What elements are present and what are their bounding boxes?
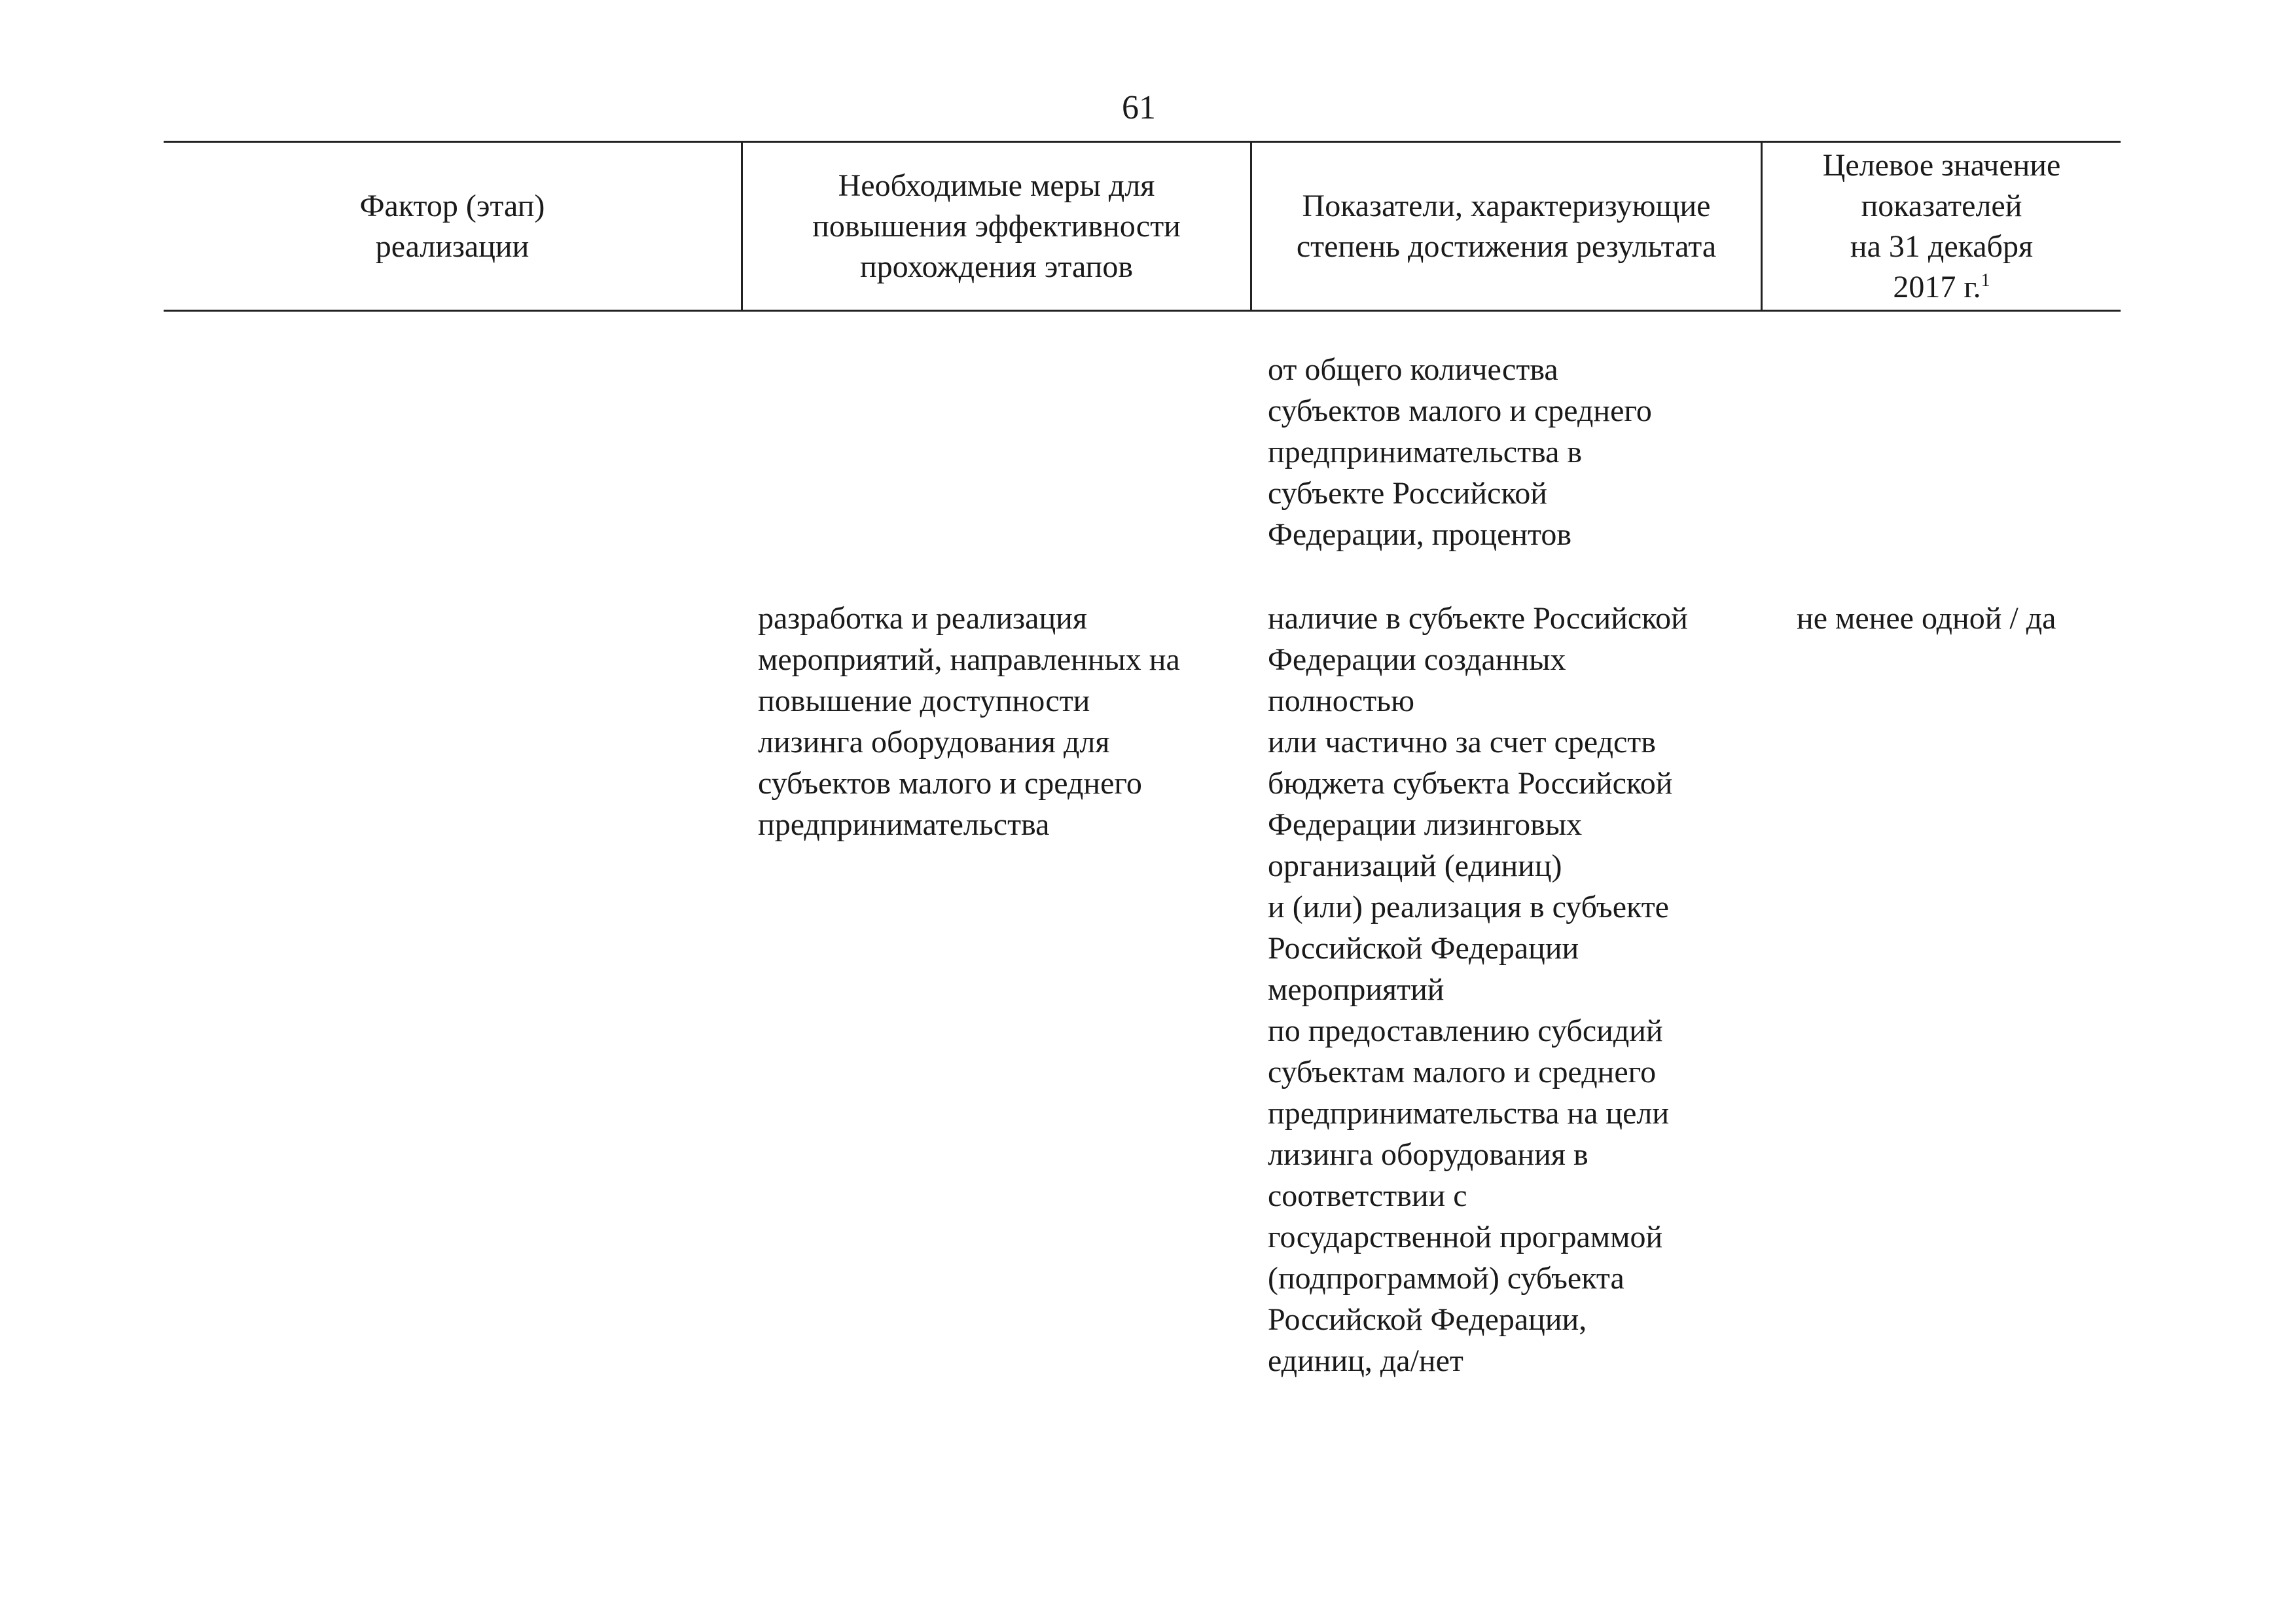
header-indicators-label: Показатели, характеризующие степень достижения результата: [1296, 188, 1717, 264]
measures-table: [164, 141, 2121, 312]
header-target-label: [1823, 145, 2061, 308]
footnote-mark: 1: [1981, 270, 1990, 291]
header-indicators: [1250, 143, 1761, 310]
header-target-text: Целевое значение показателей на 31 декабря 2017 г.: [1822, 147, 2061, 304]
page-number: 61: [1122, 89, 1156, 126]
row-indicator-cell: наличие в субъекте Российской Федерации созданных полностью или частично за счет средств бюджета субъекта Российской Федерации лизинговых организаций (единиц) и (или) реализация в субъекте Российской Федерации мероприятий по предоставлению субсидий субъектам малого и среднего предпринимательства на цели лизинга оборудования в соответствии с государственной программой (подпрограммой) субъекта Российской Федерации, единиц, да/нет: [1268, 601, 1688, 1378]
row-measure-cell: разработка и реализация мероприятий, направленных на повышение доступности лизинга оборудования для субъектов малого и среднего предпринимательства: [758, 601, 1180, 842]
table-header-row: [164, 143, 2121, 312]
header-measures-label: Необходимые меры для повышения эффективности прохождения этапов: [812, 168, 1181, 284]
header-factor-label: Фактор (этап) реализации: [359, 188, 545, 264]
header-factor: [164, 143, 741, 310]
indicator-continuation-text: от общего количества субъектов малого и среднего предпринимательства в субъекте Российской Федерации, процентов: [1268, 352, 1652, 552]
header-measures: [741, 143, 1250, 310]
header-target-value: [1761, 143, 2121, 310]
row-target-cell: не менее одной / да: [1797, 601, 2056, 636]
